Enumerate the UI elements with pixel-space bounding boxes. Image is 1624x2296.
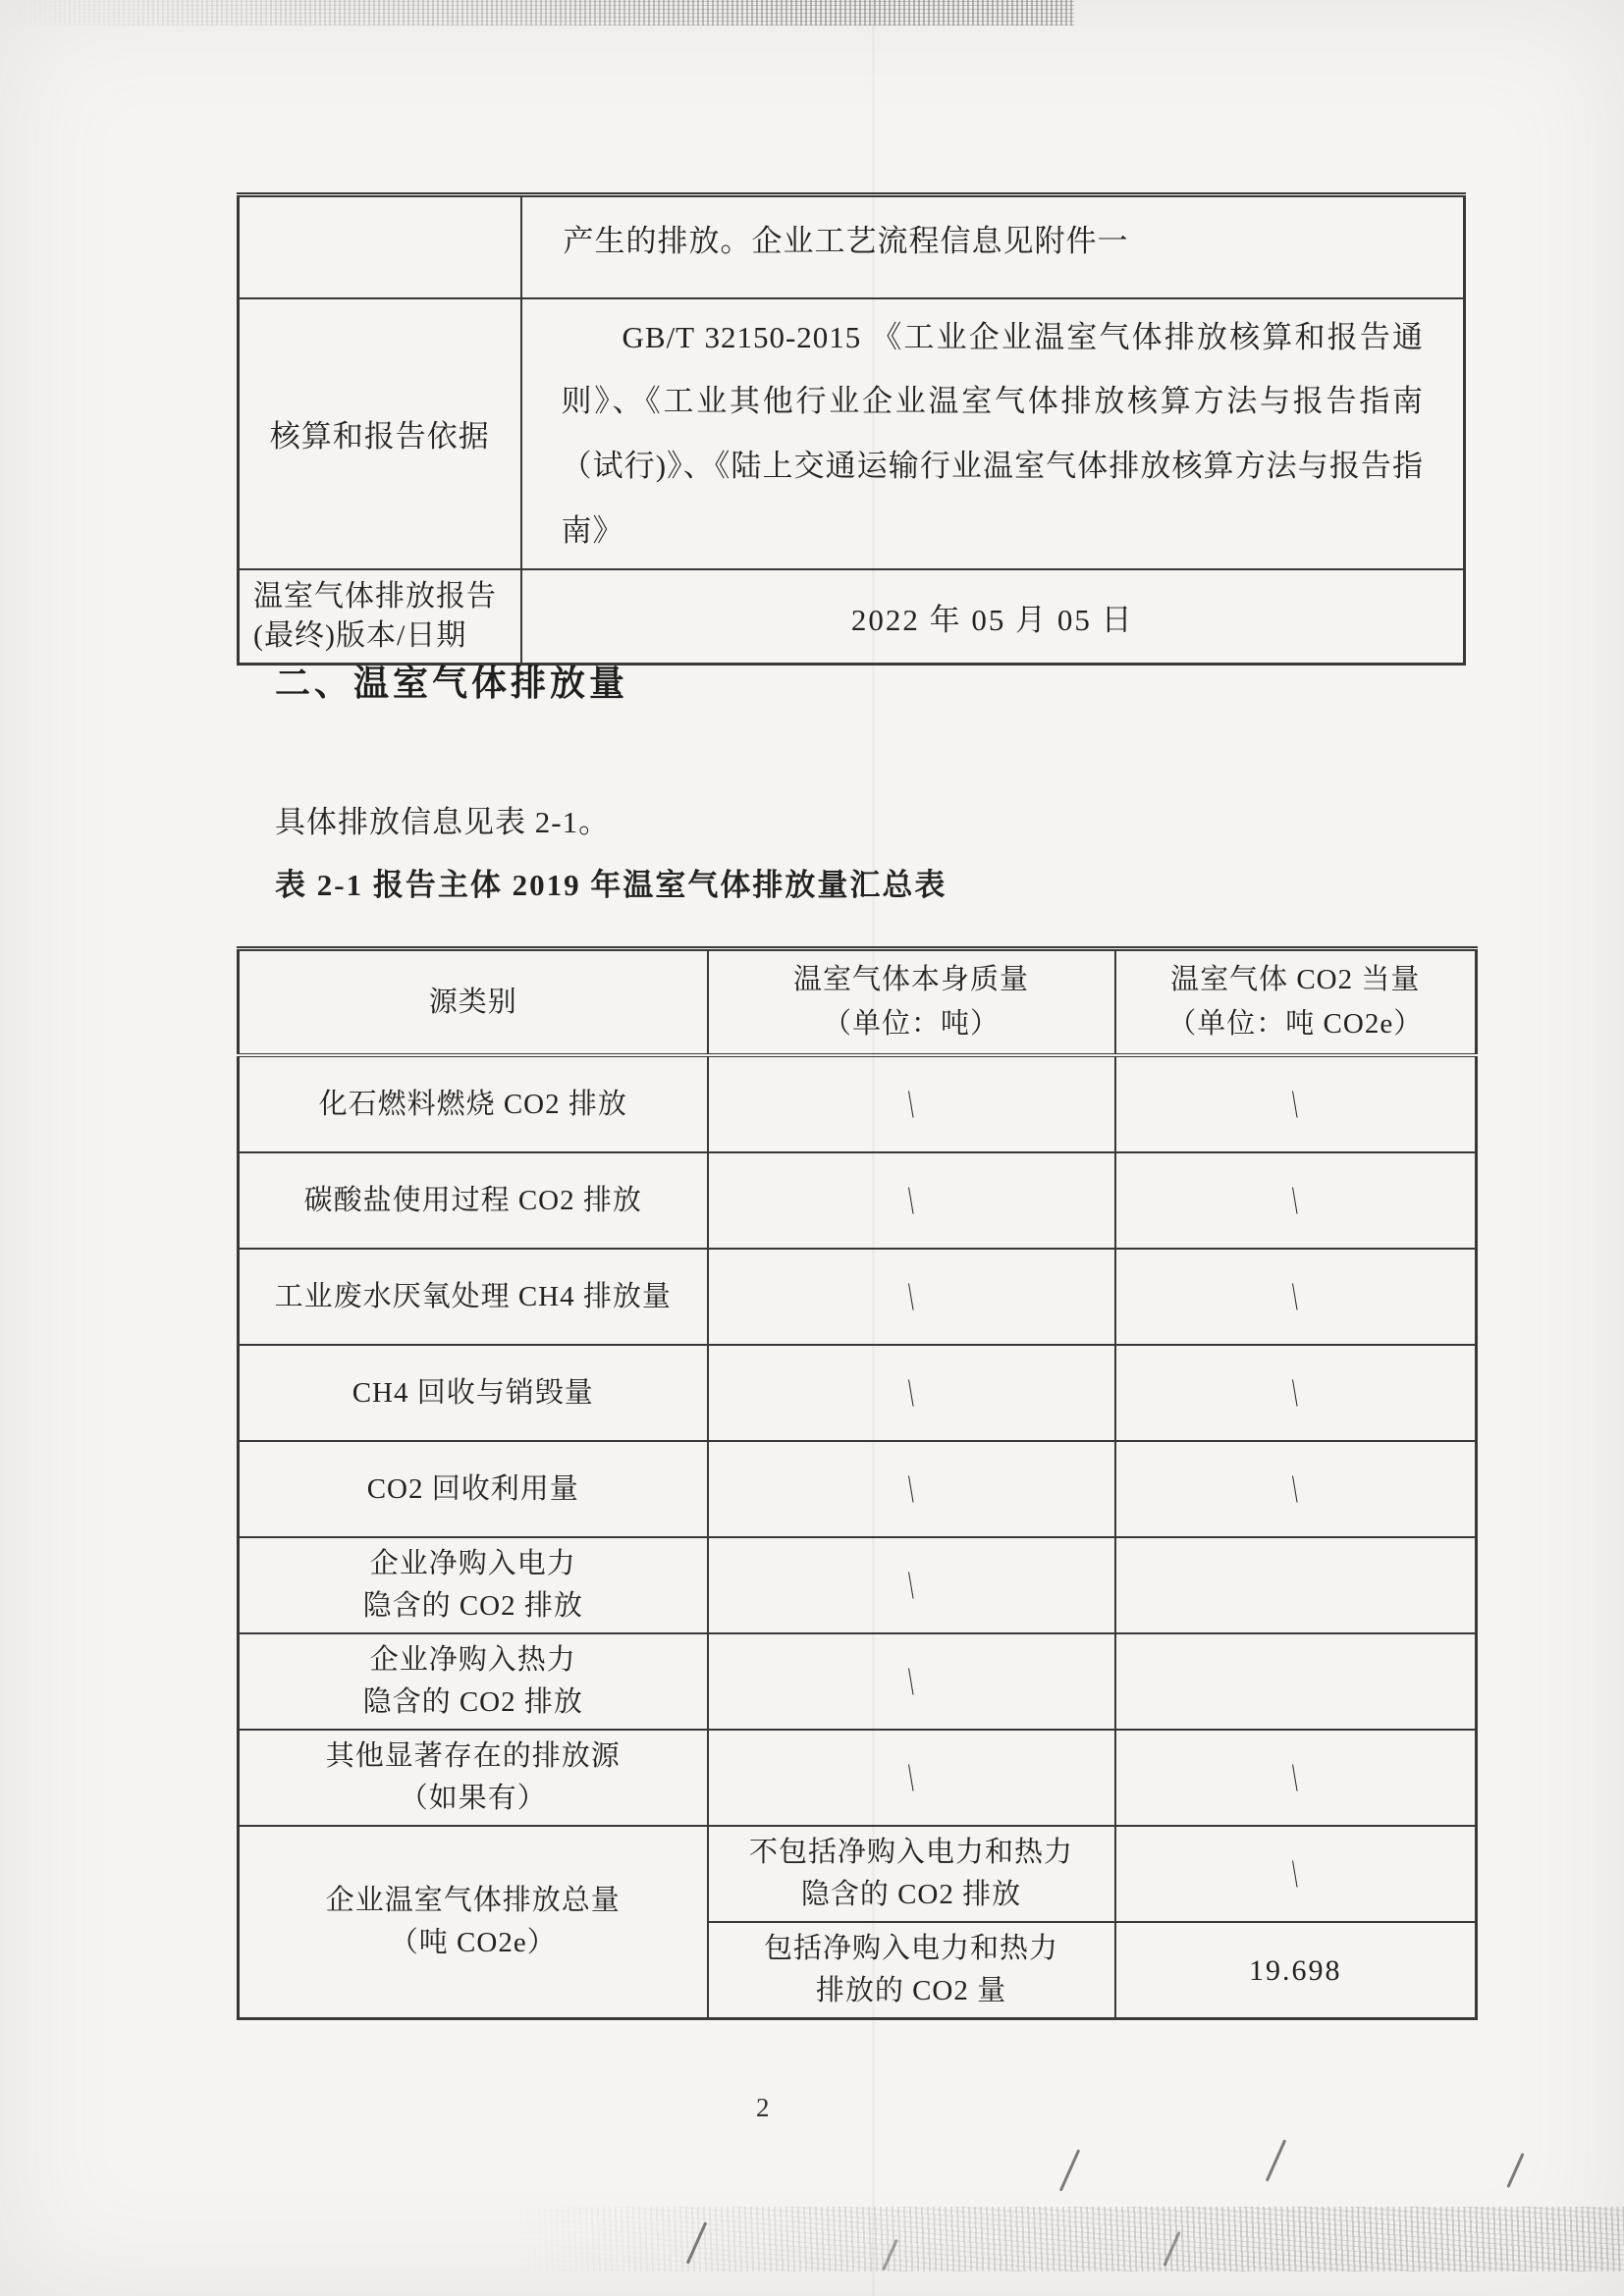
total-desc-including: 包括净购入电力和热力 排放的 CO2 量 [708,1922,1115,2019]
scan-mark [1266,2139,1286,2181]
mass-cell: \ [708,1441,1115,1537]
page-number: 2 [756,2093,770,2122]
scan-mark [1059,2149,1080,2191]
table-row-total [239,1826,1477,1922]
co2e-cell: \ [1115,1441,1477,1537]
total-value-including: 19.698 [1115,1922,1477,2019]
table-row [239,1345,1477,1441]
total-value-excluding: \ [1115,1826,1477,1922]
header-gas-mass: 温室气体本身质量 （单位：吨） [708,949,1115,1056]
co2e-cell: \ [1115,1345,1477,1441]
section-heading: 二、温室气体排放量 [275,664,629,703]
source-cell: CO2 回收利用量 [239,1441,708,1537]
co2e-cell: \ [1115,1055,1477,1152]
mass-cell: \ [708,1345,1115,1441]
source-cell: 其他显著存在的排放源 （如果有） [239,1730,708,1826]
scan-mark [1163,2231,1180,2267]
table-row [239,1441,1477,1537]
source-cell: 企业净购入电力 隐含的 CO2 排放 [239,1537,708,1633]
scan-mark [686,2221,707,2264]
mass-cell: \ [708,1537,1115,1633]
table-row [239,1055,1477,1152]
mass-cell: \ [708,1633,1115,1730]
total-desc-excluding: 不包括净购入电力和热力 隐含的 CO2 排放 [708,1826,1115,1922]
info-label-line1: 温室气体排放报告 [253,579,497,613]
info-content-process: 产生的排放。企业工艺流程信息见附件一 [521,195,1465,298]
scan-mark [1506,2153,1524,2188]
source-cell: 化石燃料燃烧 CO2 排放 [239,1055,708,1152]
table-row [239,1633,1477,1730]
co2e-cell: \ [1115,1249,1477,1345]
info-label-empty [239,195,521,298]
info-content-date: 2022 年 05 月 05 日 [521,569,1465,664]
info-content-basis: GB/T 32150-2015 《工业企业温室气体排放核算和报告通则》、《工业其他行业企业温室气体排放核算方法与报告指南（试行)》、《陆上交通运输行业温室气体排放核算方法与报告指南》 [521,298,1465,570]
mass-cell: \ [708,1249,1115,1345]
mass-cell: \ [708,1055,1115,1152]
source-cell: 企业净购入热力 隐含的 CO2 排放 [239,1633,708,1730]
source-cell: CH4 回收与销毁量 [239,1345,708,1441]
co2e-cell [1115,1633,1477,1730]
table-row [239,298,1465,570]
info-table [237,192,1466,666]
total-label-cell: 企业温室气体排放总量 （吨 CO2e） [239,1826,708,2019]
source-cell: 工业废水厌氧处理 CH4 排放量 [239,1249,708,1345]
info-label-report-version [239,569,521,664]
table-row [239,1249,1477,1345]
source-cell: 碳酸盐使用过程 CO2 排放 [239,1152,708,1249]
table-row [239,195,1465,298]
table-row [239,1152,1477,1249]
co2e-cell [1115,1537,1477,1633]
scan-mark [882,2239,898,2270]
table-row [239,1537,1477,1633]
mass-cell: \ [708,1730,1115,1826]
scan-noise-bottom [511,2207,1624,2271]
info-label-line2: (最终)版本/日期 [253,619,467,653]
emission-table [237,946,1478,2020]
co2e-cell: \ [1115,1730,1477,1826]
table-row [239,569,1465,664]
co2e-cell: \ [1115,1152,1477,1249]
header-co2-equivalent: 温室气体 CO2 当量 （单位：吨 CO2e） [1115,949,1477,1056]
info-label-basis: 核算和报告依据 [239,298,521,570]
scan-noise-top [0,0,1074,26]
mass-cell: \ [708,1152,1115,1249]
intro-text: 具体排放信息见表 2-1。 [275,805,611,839]
header-row [239,949,1477,1056]
header-source-category: 源类别 [239,949,708,1056]
table-caption: 表 2-1 报告主体 2019 年温室气体排放量汇总表 [275,868,947,902]
table-row [239,1730,1477,1826]
